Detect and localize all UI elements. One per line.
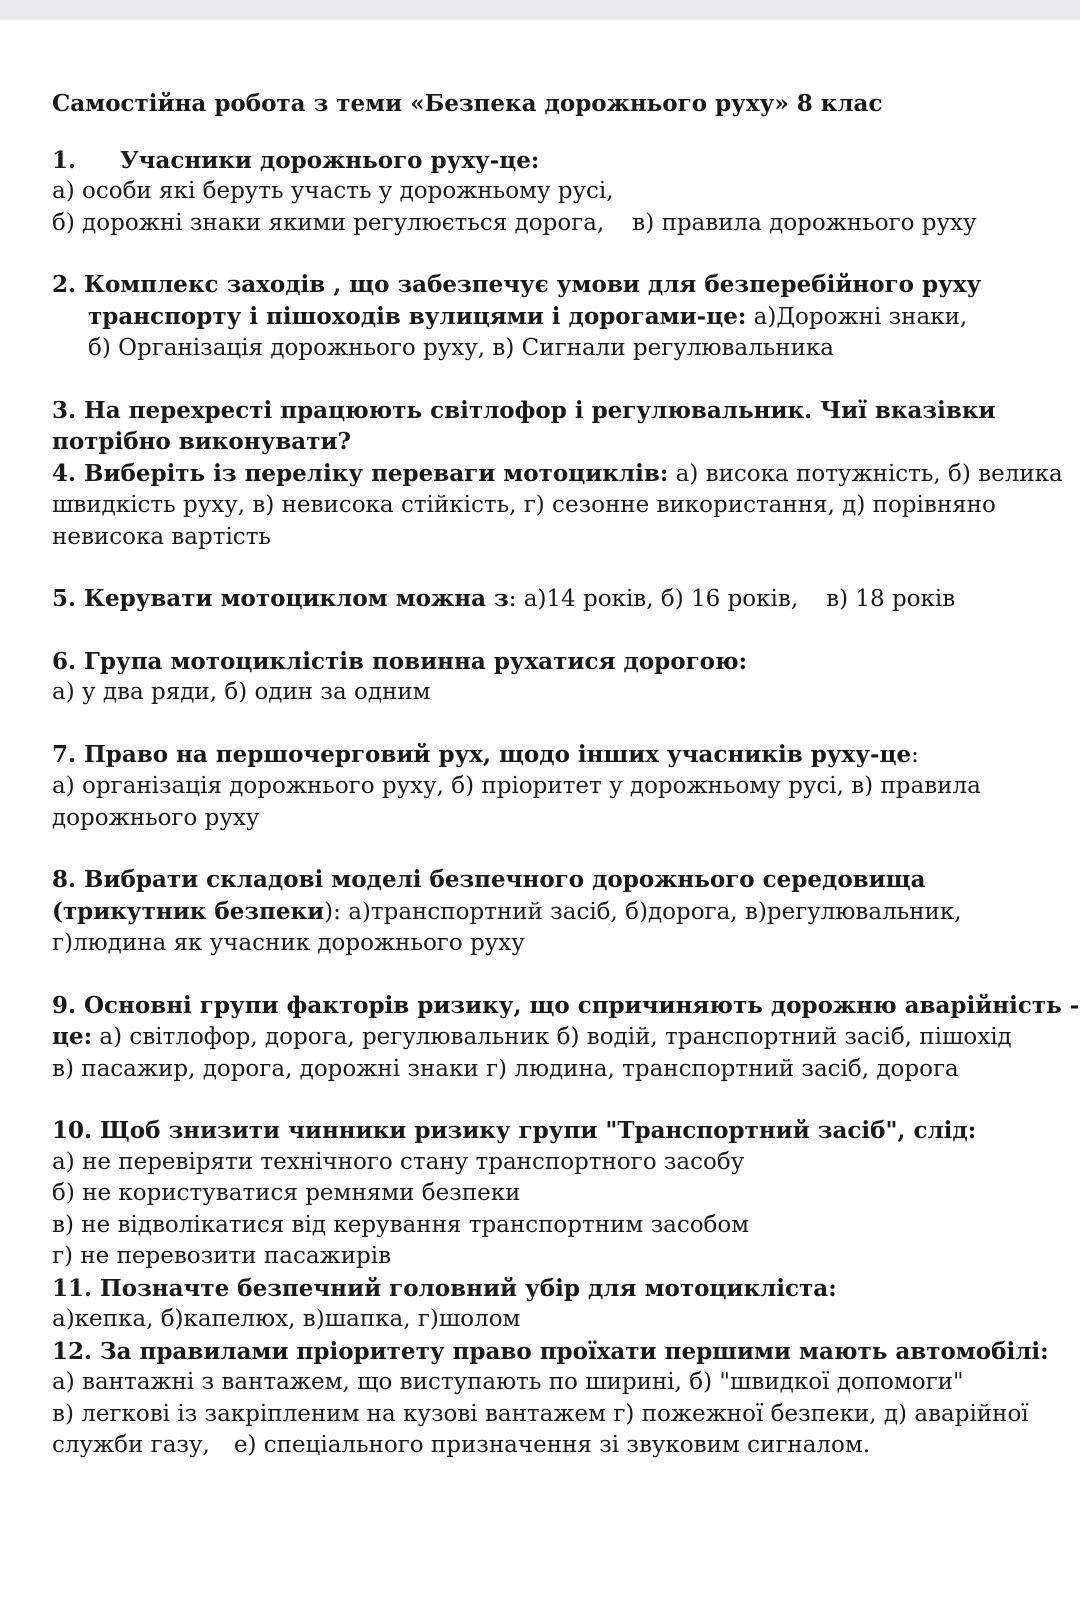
question-8-options-2: г)людина як учасник дорожнього руху (52, 930, 525, 956)
question-11-options: а)кепка, б)капелюх, в)шапка, г)шолом (52, 1306, 521, 1332)
question-5 (52, 583, 1062, 616)
question-8-text-1: 8. Вибрати складові моделі безпечного дорожнього середовища (52, 866, 926, 893)
question-4-text: 4. Виберіть із переліку переваги мотоциклів: (52, 459, 669, 487)
question-7-options-2: дорожнього руху (52, 804, 260, 831)
page-title: Самостійна робота з теми «Безпека дорожнього руху» 8 клас (52, 90, 883, 117)
question-4-options-1: а) висока потужність, б) велика (668, 460, 1063, 487)
question-6-options: а) у два ряди, б) один за одним (52, 679, 431, 705)
question-2-text-2: транспорту і пішоходів вулицями і дорогами-це: (88, 302, 747, 330)
question-10-option-a: а) не перевіряти технічного стану транспортного засобу (52, 1148, 745, 1175)
question-12-options-2: в) легкові із закріпленим на кузові вантажем г) пожежної безпеки, д) аварійної (52, 1400, 1029, 1427)
question-2-options-bc: б) Організація дорожнього руху, в) Сигнали регулювальника (88, 335, 835, 361)
question-5-option-c: в) 18 років (826, 586, 956, 612)
question-6 (52, 646, 1062, 709)
question-6-text: 6. Група мотоциклістів повинна рухатися дорогою: (52, 647, 748, 675)
question-12 (52, 1336, 1062, 1462)
question-4-options-3: невисока вартість (52, 523, 271, 550)
question-10 (52, 1115, 1062, 1273)
question-11-text: 11. Позначте безпечний головний убір для мотоцикліста: (52, 1274, 837, 1302)
question-10-text: 10. Щоб знизити чинники ризику групи "Транспортний засіб", слід: (52, 1117, 977, 1144)
question-4-options-2: швидкість руху, в) невисока стійкість, г) сезонне використання, д) порівняно (52, 492, 996, 518)
question-3 (52, 395, 1062, 458)
question-1 (52, 145, 1062, 240)
question-9-text-1: 9. Основні групи факторів ризику, що спричиняють дорожню аварійність - (52, 991, 1080, 1019)
top-bar (0, 0, 1080, 20)
question-8 (52, 864, 1062, 960)
question-8-options-1: ): а)транспортний засіб, б)дорога, в)регулювальник, (324, 898, 962, 925)
question-7-options-1: а) організація дорожнього руху, б) пріоритет у дорожньому русі, в) правила (52, 773, 981, 799)
worksheet (52, 88, 1080, 1462)
question-1-option-c: в) правила дорожнього руху (632, 209, 977, 236)
question-12-options-1: а) вантажні з вантажем, що виступають по ширині, б) "швидкої допомоги" (52, 1369, 964, 1395)
question-7-text: 7. Право на першочерговий рух, щодо інших учасників руху-це (52, 740, 912, 768)
question-9-text-2: це: (52, 1023, 93, 1050)
question-5-options: : а)14 років, б) 16 років, (508, 586, 799, 612)
question-9 (52, 990, 1080, 1086)
question-3-text-2: потрібно виконувати? (52, 428, 351, 455)
question-1-number: 1. (52, 146, 77, 174)
question-1-option-b: б) дорожні знаки якими регулюється дорога, (52, 209, 605, 236)
question-11 (52, 1273, 1062, 1336)
question-7-colon: : (911, 741, 919, 768)
question-4 (52, 458, 1062, 554)
question-1-option-a: а) особи які беруть участь у дорожньому русі, (52, 178, 614, 204)
question-8-text-2: (трикутник безпеки (52, 897, 325, 925)
question-5-text: 5. Керувати мотоциклом можна з (52, 585, 509, 612)
question-12-options-3a: служби газу, (52, 1432, 210, 1458)
question-10-option-b: б) не користуватися ремнями безпеки (52, 1180, 521, 1206)
question-1-text: Учасники дорожнього руху-це: (120, 146, 540, 174)
question-12-text: 12. За правилами пріоритету право проїхати першими мають автомобілі: (52, 1337, 1049, 1365)
question-2 (52, 269, 1062, 365)
question-9-options-2: в) пасажир, дорога, дорожні знаки г) людина, транспортний засіб, дорога (52, 1055, 959, 1082)
question-12-options-3b: е) спеціального призначення зі звуковим сигналом. (233, 1432, 871, 1458)
question-7 (52, 739, 1062, 835)
question-2-option-a: а)Дорожні знаки, (746, 303, 968, 330)
question-10-option-c: в) не відволікатися від керування транспортним засобом (52, 1211, 750, 1238)
question-2-text-1: 2. Комплекс заходів , що забезпечує умови для безперебійного руху (52, 271, 982, 298)
question-10-option-d: г) не перевозити пасажирів (52, 1243, 392, 1269)
question-3-text-1: 3. На перехресті працюють світлофор і регулювальник. Чиї вказівки (52, 396, 996, 424)
question-9-options-1: а) світлофор, дорога, регулювальник б) водій, транспортний засіб, пішохід (92, 1024, 1012, 1050)
